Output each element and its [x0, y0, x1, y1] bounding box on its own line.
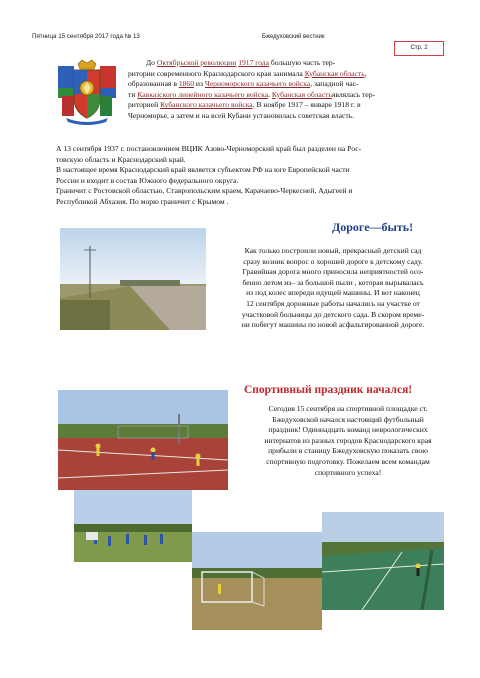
history-link[interactable]: Кубанская область: [271, 89, 332, 99]
road-line: ни побегут машины по новой асфальтированной дороге.: [241, 320, 425, 330]
history-line: России и входит в состав Южного федерального округа.: [56, 175, 239, 185]
road-line: сразу возник вопрос о хорошей дороге к детскому саду.: [243, 256, 423, 266]
sport-line: прибыли в станицу Бжедуховскую показать свою: [268, 446, 428, 456]
road-photo: [60, 228, 206, 330]
intro-line: Черноморье, а затем и на всей Кубани установилась советская власть.: [128, 110, 355, 120]
sport-line: спортивного успеха!: [314, 467, 382, 477]
road-line: 12 сентября дорожные работы начались на участке от: [246, 298, 420, 308]
coat-of-arms-icon: [56, 58, 118, 126]
road-line: Как только построили новый, прекрасный детский сад: [244, 246, 422, 255]
road-line: бенно летом из– за большой пыли , которая вырывалась: [242, 277, 424, 287]
intro-line: образованная в 1860 из Черноморского казачьего войска, западной час-: [128, 79, 359, 89]
sport-line: Бжедуховской начался настоящий футбольный: [272, 414, 424, 424]
sport-line: спортивную подготовку. Пожелаем всем командам: [266, 456, 430, 466]
participants-photo: [74, 490, 192, 562]
intro-line: ти Кавказского линейного казачьего войска. Кубанская областьявлялась тер-: [128, 89, 376, 99]
intro-line: ритории современного Краснодарского края занимала Кубанская область,: [128, 68, 367, 78]
history-line: товскую область и Краснодарский край.: [56, 154, 186, 164]
road-line: из под колес впереди идущей машины. И вот наконец: [246, 288, 420, 298]
history-link[interactable]: 1917 года: [238, 58, 270, 67]
sport-line: праздник! Одиннадцать команд неврологических: [268, 425, 428, 435]
history-line: В настоящее время Краснодарский край является субъектом РФ на юге Европейской части: [56, 165, 350, 175]
road-line: участковой больницы до детского сада. В скором време-: [241, 309, 425, 319]
intro-line: До Октябрьской революции 1917 года большую часть тер-: [146, 58, 336, 67]
intro-paragraph: [128, 58, 460, 122]
history-link[interactable]: Черноморского казачьего войска: [204, 79, 311, 89]
history-link[interactable]: Октябрьской революции: [156, 58, 237, 67]
history-link[interactable]: Кубанская область: [304, 68, 365, 78]
history-line: Республикой Абхазия. По морю граничит с Крымом .: [56, 196, 229, 206]
page-number-badge: Стр. 2: [394, 41, 444, 56]
sport-line: интернатов из разных городов Краснодарского края: [264, 435, 432, 445]
court-photo: [322, 512, 444, 610]
intro-line: риторией Кубанского казачьего войска. В ноябре 1917 – январе 1918 г. в: [128, 100, 361, 110]
sport-paragraph: [236, 404, 460, 478]
sports-field-photo: [58, 390, 228, 490]
road-line: Гравийная дорога много приносила неприятностей осо-: [242, 267, 424, 277]
history-line: Граничит с Ростовской областью, Ставропольским краем, Карачаево-Черкесней, Адыгеей и: [56, 186, 353, 196]
road-paragraph: [206, 246, 460, 331]
road-headline: Дороге—быть!: [332, 220, 414, 234]
history-link[interactable]: Кавказского линейного казачьего войска: [137, 89, 269, 99]
issue-date: Пятница 15 сентября 2017 года № 13: [32, 33, 140, 40]
newspaper-title: Бжедуховский вестник: [262, 34, 325, 40]
sport-headline: Спортивный праздник начался!: [244, 384, 413, 396]
history-link[interactable]: 1860: [178, 79, 194, 89]
sport-line: Сегодня 15 сентября на спортивной площадке ст.: [268, 404, 428, 413]
history-link[interactable]: Кубанского казачьего войска: [160, 100, 253, 110]
football-goal-photo: [192, 532, 322, 630]
history-paragraph: [56, 144, 456, 208]
history-line: А 13 сентября 1937 г. постановлением ВЦИК Азово-Черноморский край был разделен на Рос-: [56, 144, 362, 153]
